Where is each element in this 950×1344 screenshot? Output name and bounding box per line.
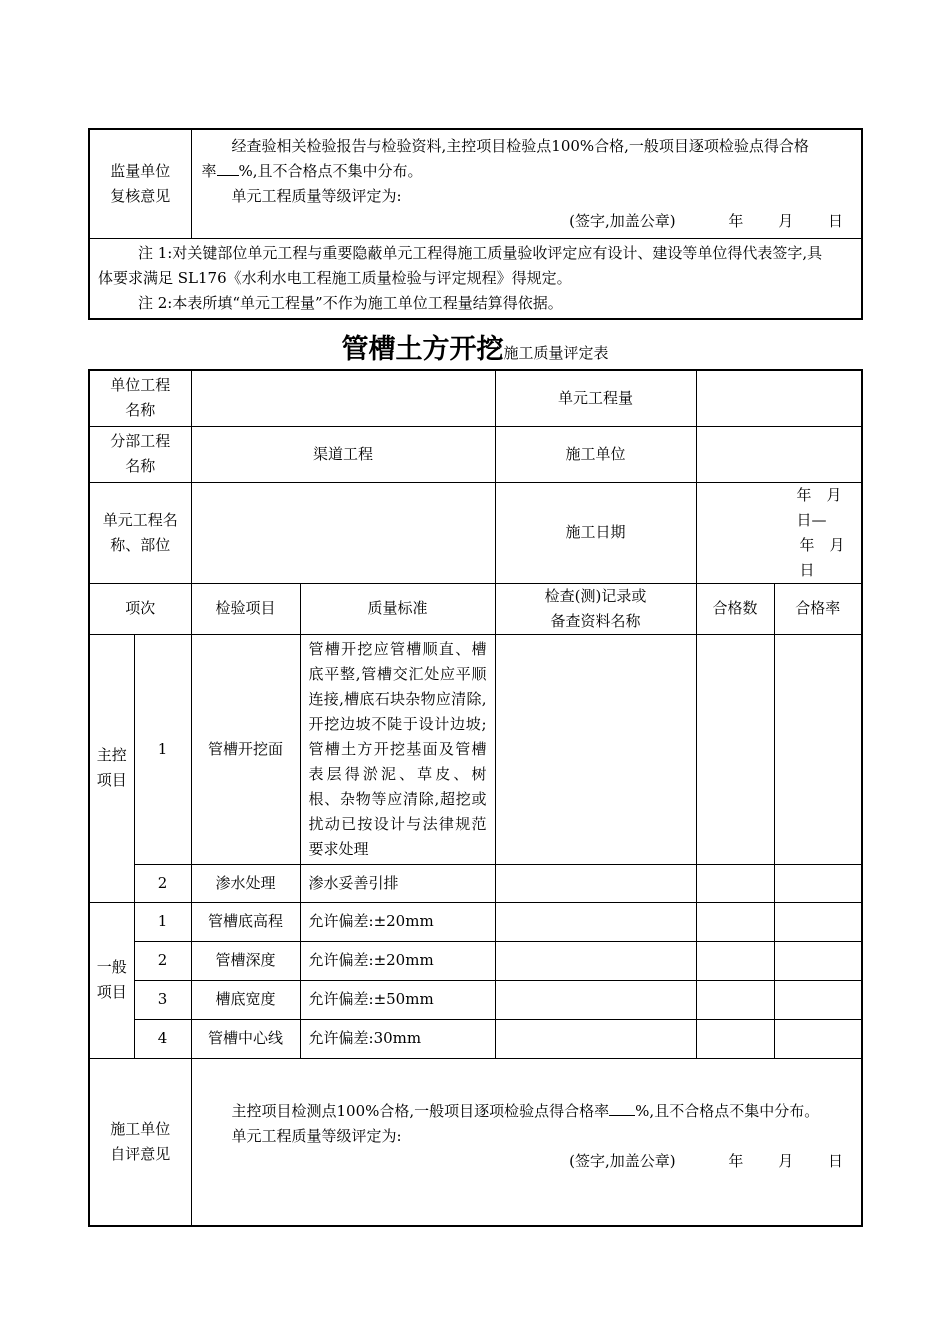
supervisor-label-line1: 监量单位 (110, 162, 171, 180)
row-record[interactable] (495, 902, 696, 941)
form-title-main: 管槽土方开挖 (341, 334, 504, 365)
supervisor-text-line2 (202, 159, 854, 184)
quantity-label: 单元工程量 (495, 370, 696, 426)
self-eval-year: 年 (728, 1152, 744, 1171)
sub-project-label-line1: 分部工程 (110, 432, 171, 450)
row-pass-rate[interactable] (774, 634, 862, 864)
main-items-group (89, 634, 134, 902)
self-eval-label (89, 1058, 191, 1226)
table-row (89, 1019, 862, 1058)
general-items-group-line2: 项目 (96, 983, 127, 1001)
sub-project-label-line2: 名称 (125, 457, 156, 475)
row-pass-count[interactable] (696, 980, 774, 1019)
table-row (89, 634, 862, 864)
self-eval-rate-suffix: %,且不合格点不集中分布。 (635, 1102, 820, 1121)
row-pass-count[interactable] (696, 1019, 774, 1058)
element-label-line1: 单元工程名 (102, 510, 178, 529)
contractor-label: 施工单位 (495, 426, 696, 482)
contractor-field[interactable] (696, 426, 862, 482)
form-title-sub: 施工质量评定表 (503, 344, 609, 362)
supervisor-rate-blank[interactable] (217, 159, 239, 176)
self-eval-grade-text: 单元工程质量等级评定为: (231, 1127, 402, 1146)
supervisor-rate-suffix: %,且不合格点不集中分布。 (238, 162, 423, 180)
main-items-group-line2: 项目 (96, 771, 127, 789)
date-label: 施工日期 (495, 482, 696, 583)
row-no: 2 (134, 941, 191, 980)
element-label (89, 482, 191, 583)
row-item: 槽底宽度 (191, 980, 300, 1019)
row-pass-count[interactable] (696, 941, 774, 980)
row-item: 管槽深度 (191, 941, 300, 980)
supervisor-label (89, 129, 191, 239)
col-standard: 质量标准 (300, 583, 495, 634)
col-check-item: 检验项目 (191, 583, 300, 634)
self-eval-text (202, 1099, 853, 1124)
row-pass-rate[interactable] (774, 1019, 862, 1058)
row-pass-count[interactable] (696, 634, 774, 864)
row-pass-count[interactable] (696, 902, 774, 941)
col-record-line1: 检查(测)记录或 (544, 586, 647, 605)
row-item: 管槽中心线 (191, 1019, 300, 1058)
row-no: 1 (134, 902, 191, 941)
row-standard: 渗水妥善引排 (300, 864, 495, 902)
supervisor-year: 年 (728, 212, 744, 230)
sub-project-field[interactable]: 渠道工程 (191, 426, 495, 482)
quantity-field[interactable] (696, 370, 862, 426)
date-field[interactable] (696, 482, 862, 583)
note-1-line2: 体要求满足 SL176《水利水电工程施工质量检验与评定规程》得规定。 (98, 269, 572, 287)
self-eval-signature-line (202, 1149, 853, 1174)
table-row (89, 941, 862, 980)
unit-project-label (89, 370, 191, 426)
date-range-start: 年 月 日— (796, 485, 857, 529)
col-pass-count: 合格数 (696, 583, 774, 634)
supervisor-rate-prefix: 率 (201, 162, 217, 180)
unit-project-label-line2: 名称 (125, 401, 156, 420)
row-pass-count[interactable] (696, 864, 774, 902)
supervisor-signature-line (202, 209, 854, 234)
table-row (89, 902, 862, 941)
col-record-line2: 备查资料名称 (550, 611, 641, 630)
supervisor-day: 日 (827, 212, 843, 230)
note-2: 注 2:本表所填“单元工程量”不作为施工单位工程量结算得依据。 (138, 294, 563, 312)
form-title (0, 327, 950, 366)
row-record[interactable] (495, 941, 696, 980)
self-eval-label-line1: 施工单位 (110, 1119, 171, 1138)
row-record[interactable] (495, 634, 696, 864)
row-no: 4 (134, 1019, 191, 1058)
row-record[interactable] (495, 1019, 696, 1058)
self-eval-sign-label: (签字,加盖公章) (569, 1152, 676, 1171)
row-standard: 管槽开挖应管槽顺直、槽底平整,管槽交汇处应平顺连接,槽底石块杂物应清除,开挖边坡不陡于设计边坡;管槽土方开挖基面及管槽表层得淤泥、草皮、树根、杂物等应清除,超挖或扰动已按设计与法律规范要求处理 (300, 634, 495, 864)
row-standard: 允许偏差:±20mm (300, 902, 495, 941)
table-row (89, 980, 862, 1019)
row-standard: 允许偏差:±50mm (300, 980, 495, 1019)
general-items-group-line1: 一般 (96, 958, 127, 976)
row-no: 1 (134, 634, 191, 864)
element-field[interactable] (191, 482, 495, 583)
supervisor-text-line1: 经查验相关检验报告与检验资料,主控项目检验点100%合格,一般项目逐项检验点得合格 (231, 137, 809, 155)
general-items-group (89, 902, 134, 1058)
row-pass-rate[interactable] (774, 941, 862, 980)
col-pass-rate: 合格率 (774, 583, 862, 634)
element-label-line2: 称、部位 (110, 535, 171, 554)
table-row (89, 864, 862, 902)
row-item: 管槽底高程 (191, 902, 300, 941)
self-eval-month: 月 (778, 1152, 794, 1171)
row-pass-rate[interactable] (774, 980, 862, 1019)
self-eval-opinion (191, 1058, 862, 1226)
unit-project-field[interactable] (191, 370, 495, 426)
note-1-line1: 注 1:对关键部位单元工程与重要隐蔽单元工程得施工质量验收评定应有设计、建设等单位得代表签字,具 (138, 244, 823, 262)
row-no: 3 (134, 980, 191, 1019)
supervisor-label-line2: 复核意见 (110, 187, 171, 205)
self-eval-rate-blank[interactable] (609, 1099, 635, 1116)
supervisor-review-table (88, 128, 863, 320)
supervisor-sign-label: (签字,加盖公章) (569, 212, 676, 230)
notes-cell (89, 239, 862, 320)
supervisor-grade-text: 单元工程质量等级评定为: (231, 187, 402, 205)
col-record (495, 583, 696, 634)
self-eval-rate-prefix: 主控项目检测点100%合格,一般项目逐项检验点得合格率 (231, 1102, 610, 1121)
self-eval-day: 日 (827, 1152, 843, 1171)
main-items-group-line1: 主控 (96, 746, 127, 764)
row-standard: 允许偏差:±20mm (300, 941, 495, 980)
row-item: 渗水处理 (191, 864, 300, 902)
col-item-no: 项次 (89, 583, 191, 634)
supervisor-opinion (191, 129, 862, 239)
date-range-end: 年 月 日 (799, 535, 860, 579)
quality-evaluation-table (88, 369, 863, 1227)
supervisor-month: 月 (778, 212, 794, 230)
row-pass-rate[interactable] (774, 902, 862, 941)
unit-project-label-line1: 单位工程 (110, 376, 171, 395)
row-no: 2 (134, 864, 191, 902)
row-standard: 允许偏差:30mm (300, 1019, 495, 1058)
row-record[interactable] (495, 980, 696, 1019)
row-record[interactable] (495, 864, 696, 902)
row-item: 管槽开挖面 (191, 634, 300, 864)
self-eval-label-line2: 自评意见 (110, 1144, 171, 1163)
sub-project-label (89, 426, 191, 482)
row-pass-rate[interactable] (774, 864, 862, 902)
